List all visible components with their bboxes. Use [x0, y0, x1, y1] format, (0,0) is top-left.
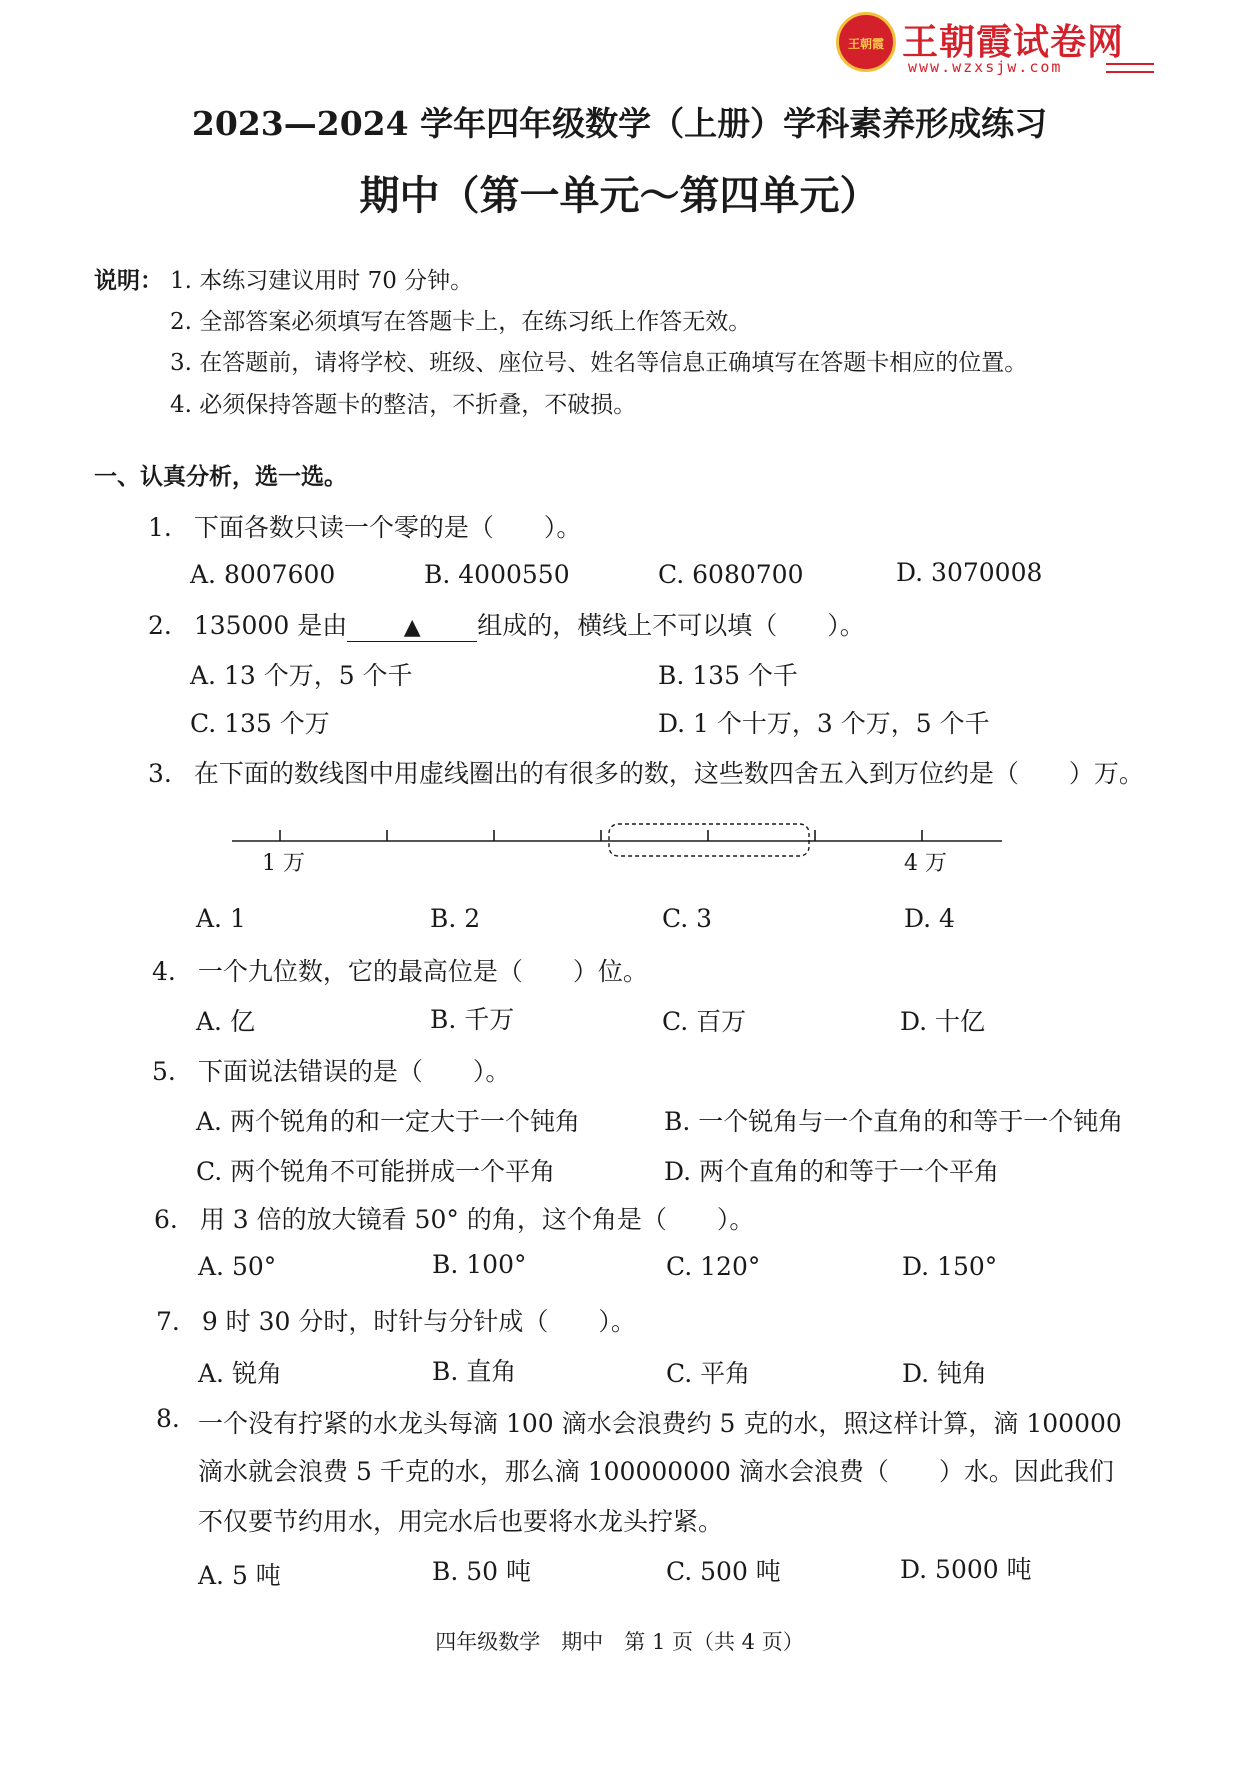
option-2a: A. 13 个万，5 个千 [190, 661, 413, 690]
triangle-icon: ▲ [403, 615, 421, 640]
option-1d: D. 3070008 [896, 558, 1043, 587]
note-3: 3. 在答题前，请将学校、班级、座位号、姓名等信息正确填写在答题卡相应的位置。 [170, 350, 1028, 376]
option-7d: D. 钝角 [902, 1359, 988, 1388]
question-7 [156, 1302, 636, 1338]
number-line-right-label: 4 万 [904, 851, 947, 876]
option-6a: A. 50° [198, 1252, 277, 1281]
option-3d: D. 4 [904, 904, 955, 933]
number-line-left-label: 1 万 [262, 851, 305, 876]
question-number: 3. [148, 759, 172, 788]
option-1b: B. 4000550 [424, 560, 570, 589]
logo-name: 王朝霞试卷网 [902, 22, 1125, 63]
option-4b: B. 千万 [430, 1005, 515, 1034]
logo-url: www.wzxsjw.com [908, 58, 1063, 76]
exam-title: 2023—2024 学年四年级数学（上册）学科素养形成练习 [191, 104, 1048, 143]
question-stem-post: 组成的，横线上不可以填（ ）。 [477, 611, 865, 640]
option-6c: C. 120° [666, 1252, 761, 1281]
option-4a: A. 亿 [196, 1007, 255, 1036]
question-stem: 9 时 30 分时，时针与分针成（ ）。 [201, 1307, 636, 1336]
option-6d: D. 150° [902, 1252, 998, 1281]
question-8-line-3: 不仅要节约用水，用完水后也要将水龙头拧紧。 [198, 1507, 724, 1536]
dashed-circle [609, 824, 809, 856]
logo-wave-icon [1106, 63, 1154, 73]
option-4d: D. 十亿 [900, 1007, 986, 1036]
watermark-logo [836, 12, 1156, 78]
question-number: 5. [152, 1057, 176, 1086]
option-2d: D. 1 个十万，3 个万，5 个千 [658, 709, 990, 738]
option-1c: C. 6080700 [658, 560, 804, 589]
question-stem: 下面说法错误的是（ ）。 [197, 1057, 511, 1086]
option-3c: C. 3 [662, 904, 713, 933]
option-7b: B. 直角 [432, 1357, 517, 1386]
question-8-line-1: 一个没有拧紧的水龙头每滴 100 滴水会浪费约 5 克的水，照这样计算，滴 100000 [198, 1409, 1122, 1438]
option-5a: A. 两个锐角的和一定大于一个钝角 [196, 1107, 580, 1136]
option-4c: C. 百万 [662, 1007, 747, 1036]
question-8-number: 8. [156, 1404, 180, 1433]
question-number: 2. [148, 611, 172, 640]
note-4: 4. 必须保持答题卡的整洁，不折叠，不破损。 [170, 392, 637, 418]
option-5d: D. 两个直角的和等于一个平角 [664, 1157, 1000, 1186]
option-2b: B. 135 个千 [658, 661, 798, 690]
question-number: 7. [156, 1307, 180, 1336]
question-stem: 下面各数只读一个零的是（ ）。 [193, 513, 582, 542]
notes-label: 说明： [94, 267, 163, 294]
logo-badge-icon [836, 12, 896, 72]
question-5 [152, 1052, 510, 1088]
question-stem: 在下面的数线图中用虚线圈出的有很多的数，这些数四舍五入到万位约是（ ）万。 [193, 759, 1144, 788]
option-1a: A. 8007600 [190, 560, 336, 589]
question-stem: 一个九位数，它的最高位是（ ）位。 [197, 957, 648, 986]
page-footer: 四年级数学 期中 第 1 页（共 4 页） [435, 1630, 804, 1654]
option-6b: B. 100° [432, 1250, 527, 1279]
exam-subtitle: 期中（第一单元～第四单元） [359, 172, 880, 219]
option-7c: C. 平角 [666, 1359, 751, 1388]
question-8-line-2: 滴水就会浪费 5 千克的水，那么滴 100000000 滴水会浪费（ ）水。因此我们 [198, 1457, 1114, 1486]
number-line [220, 812, 1020, 872]
option-3a: A. 1 [196, 904, 246, 933]
option-2c: C. 135 个万 [190, 709, 330, 738]
answer-blank [347, 613, 477, 642]
logo-badge-text: 王朝霞 [847, 37, 884, 51]
section-title: 一、认真分析，选一选。 [94, 463, 347, 490]
question-4 [152, 952, 648, 988]
question-number: 4. [152, 957, 176, 986]
question-1 [148, 508, 581, 544]
question-stem: 用 3 倍的放大镜看 50° 的角，这个角是（ ）。 [199, 1205, 755, 1234]
option-8c: C. 500 吨 [666, 1557, 781, 1586]
option-8a: A. 5 吨 [198, 1561, 281, 1590]
question-2 [148, 606, 865, 642]
question-number: 6. [154, 1205, 178, 1234]
question-6 [154, 1200, 754, 1236]
note-2: 2. 全部答案必须填写在答题卡上，在练习纸上作答无效。 [170, 309, 752, 335]
question-stem-pre: 135000 是由 [193, 611, 348, 640]
option-8d: D. 5000 吨 [900, 1555, 1032, 1584]
option-3b: B. 2 [430, 904, 481, 933]
option-8b: B. 50 吨 [432, 1557, 532, 1586]
note-1: 1. 本练习建议用时 70 分钟。 [170, 268, 474, 294]
question-3 [148, 754, 1144, 790]
question-number: 1. [148, 513, 172, 542]
option-7a: A. 锐角 [198, 1359, 282, 1388]
option-5b: B. 一个锐角与一个直角的和等于一个钝角 [664, 1107, 1124, 1136]
option-5c: C. 两个锐角不可能拼成一个平角 [196, 1157, 556, 1186]
